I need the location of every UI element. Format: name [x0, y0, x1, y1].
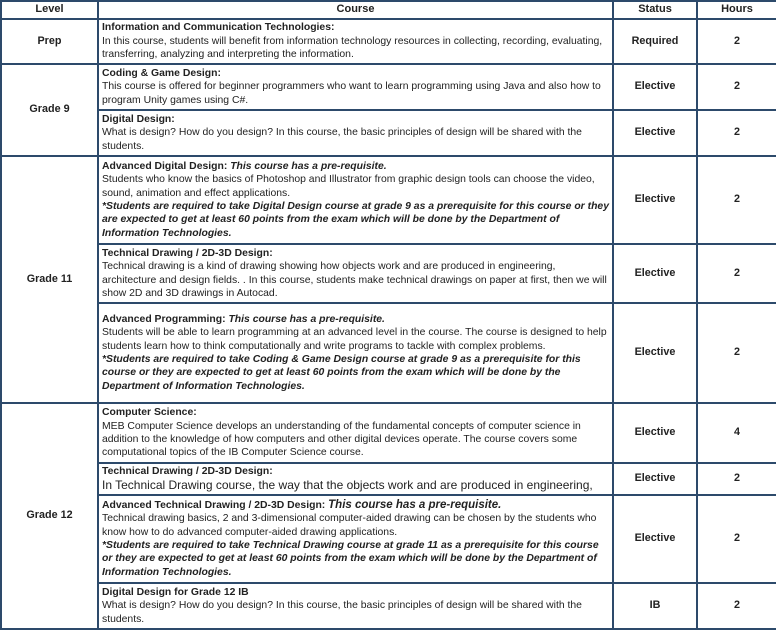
course-description: MEB Computer Science develops an understanding of the fundamental concepts of computer science in addition to the knowledge of how computers and other digital devices operate. The course covers some computational topics of the IB Computer Science course. — [102, 420, 581, 459]
level-cell: Grade 11 — [1, 156, 98, 403]
course-cell — [98, 303, 613, 403]
hours-cell: 2 — [697, 303, 776, 403]
course-cell — [98, 495, 613, 583]
course-cell — [98, 463, 613, 495]
table-row — [1, 583, 776, 629]
course-title: Advanced Programming: — [102, 313, 226, 325]
course-cell — [98, 156, 613, 244]
status-cell: Elective — [613, 403, 697, 463]
status-cell: Elective — [613, 110, 697, 156]
hours-cell: 2 — [697, 583, 776, 629]
prerequisite-flag: This course has a pre-requisite. — [230, 160, 387, 172]
hours-cell: 2 — [697, 463, 776, 495]
course-description: Students who know the basics of Photoshop and Illustrator from graphic design tools can choose the video, sound, animation and effect applications. — [102, 174, 595, 199]
course-description: In Technical Drawing course, the way that the objects work and are produced in engineering, — [102, 477, 593, 492]
header-course: Course — [98, 1, 613, 19]
table-row — [1, 303, 776, 403]
status-cell: IB — [613, 583, 697, 629]
hours-cell: 2 — [697, 19, 776, 64]
hours-cell: 2 — [697, 110, 776, 156]
hours-cell: 2 — [697, 156, 776, 244]
course-description: Technical drawing basics, 2 and 3-dimensional computer-aided drawing can be chosen by the students who know how to do advanced computer-aided drawing applications. — [102, 513, 597, 538]
status-cell: Required — [613, 19, 697, 64]
course-title: Advanced Technical Drawing / 2D-3D Design: — [102, 499, 326, 511]
table-row — [1, 403, 776, 463]
course-description: Students will be able to learn programming at an advanced level in the course. The course is designed to help students learn how to think computationally and write programs to tackle with complex problems. — [102, 327, 607, 352]
course-title: Technical Drawing / 2D-3D Design: — [102, 247, 273, 259]
course-cell — [98, 64, 613, 110]
prerequisite-flag: This course has a pre-requisite. — [328, 498, 502, 511]
header-level: Level — [1, 1, 98, 19]
course-title: Advanced Digital Design: — [102, 160, 228, 172]
table-row — [1, 110, 776, 156]
course-title: Computer Science: — [102, 407, 197, 419]
table-row — [1, 463, 776, 495]
level-cell: Grade 12 — [1, 403, 98, 629]
status-cell: Elective — [613, 64, 697, 110]
status-cell: Elective — [613, 495, 697, 583]
hours-cell: 2 — [697, 495, 776, 583]
course-cell — [98, 110, 613, 156]
course-description: In this course, students will benefit from information technology resources in collecting, recording, evaluating, transferring, analyzing and interpreting the information. — [102, 35, 603, 61]
header-hours: Hours — [697, 1, 776, 19]
course-title: Digital Design for Grade 12 IB — [102, 586, 249, 598]
course-description: What is design? How do you design? In this course, the basic principles of design will be shared with the students. — [102, 127, 582, 152]
level-cell: Prep — [1, 19, 98, 64]
table-row — [1, 495, 776, 583]
table-row — [1, 156, 776, 244]
prerequisite-flag: This course has a pre-requisite. — [228, 313, 385, 325]
course-description: What is design? How do you design? In this course, the basic principles of design will be shared with the students. — [102, 600, 582, 625]
status-cell: Elective — [613, 156, 697, 244]
course-cell — [98, 19, 613, 64]
course-title: Information and Communication Technologies: — [102, 22, 335, 34]
course-description: This course is offered for beginner programmers who want to learn programming using Java and also how to program Unity games using C#. — [102, 81, 601, 106]
prerequisite-note: *Students are required to take Coding & Game Design course at grade 9 as a prerequisite for this course or they are expected to get at least 60 points from the exam which will be done by the Department of Information Technologies. — [102, 354, 581, 392]
course-cell — [98, 244, 613, 303]
header-status: Status — [613, 1, 697, 19]
course-title: Digital Design: — [102, 113, 175, 125]
course-cell — [98, 403, 613, 463]
status-cell: Elective — [613, 463, 697, 495]
status-cell: Elective — [613, 244, 697, 303]
course-cell — [98, 583, 613, 629]
prerequisite-note: *Students are required to take Digital Design course at grade 9 as a prerequisite for this course or they are expected to get at least 60 points from the exam which will be done by the Department of Information Technologies. — [102, 201, 609, 239]
table-row — [1, 64, 776, 110]
level-cell: Grade 9 — [1, 64, 98, 156]
table-row — [1, 19, 776, 64]
course-title: Coding & Game Design: — [102, 67, 221, 79]
hours-cell: 4 — [697, 403, 776, 463]
header-row — [1, 1, 776, 19]
status-cell: Elective — [613, 303, 697, 403]
course-description: Technical drawing is a kind of drawing showing how objects work and are produced in engineering, architecture and design fields. . In this course, students make technical drawings on paper at first, then we will show 2D and 3D drawings in Autocad. — [102, 261, 607, 299]
course-title: Technical Drawing / 2D-3D Design: — [102, 466, 273, 478]
prerequisite-note: *Students are required to take Technical Drawing course at grade 11 as a prerequisite for this course or they are expected to get at least 60 points from the exam which will be done by the Department of Information Technologies. — [102, 540, 599, 578]
hours-cell: 2 — [697, 64, 776, 110]
table-row — [1, 244, 776, 303]
hours-cell: 2 — [697, 244, 776, 303]
